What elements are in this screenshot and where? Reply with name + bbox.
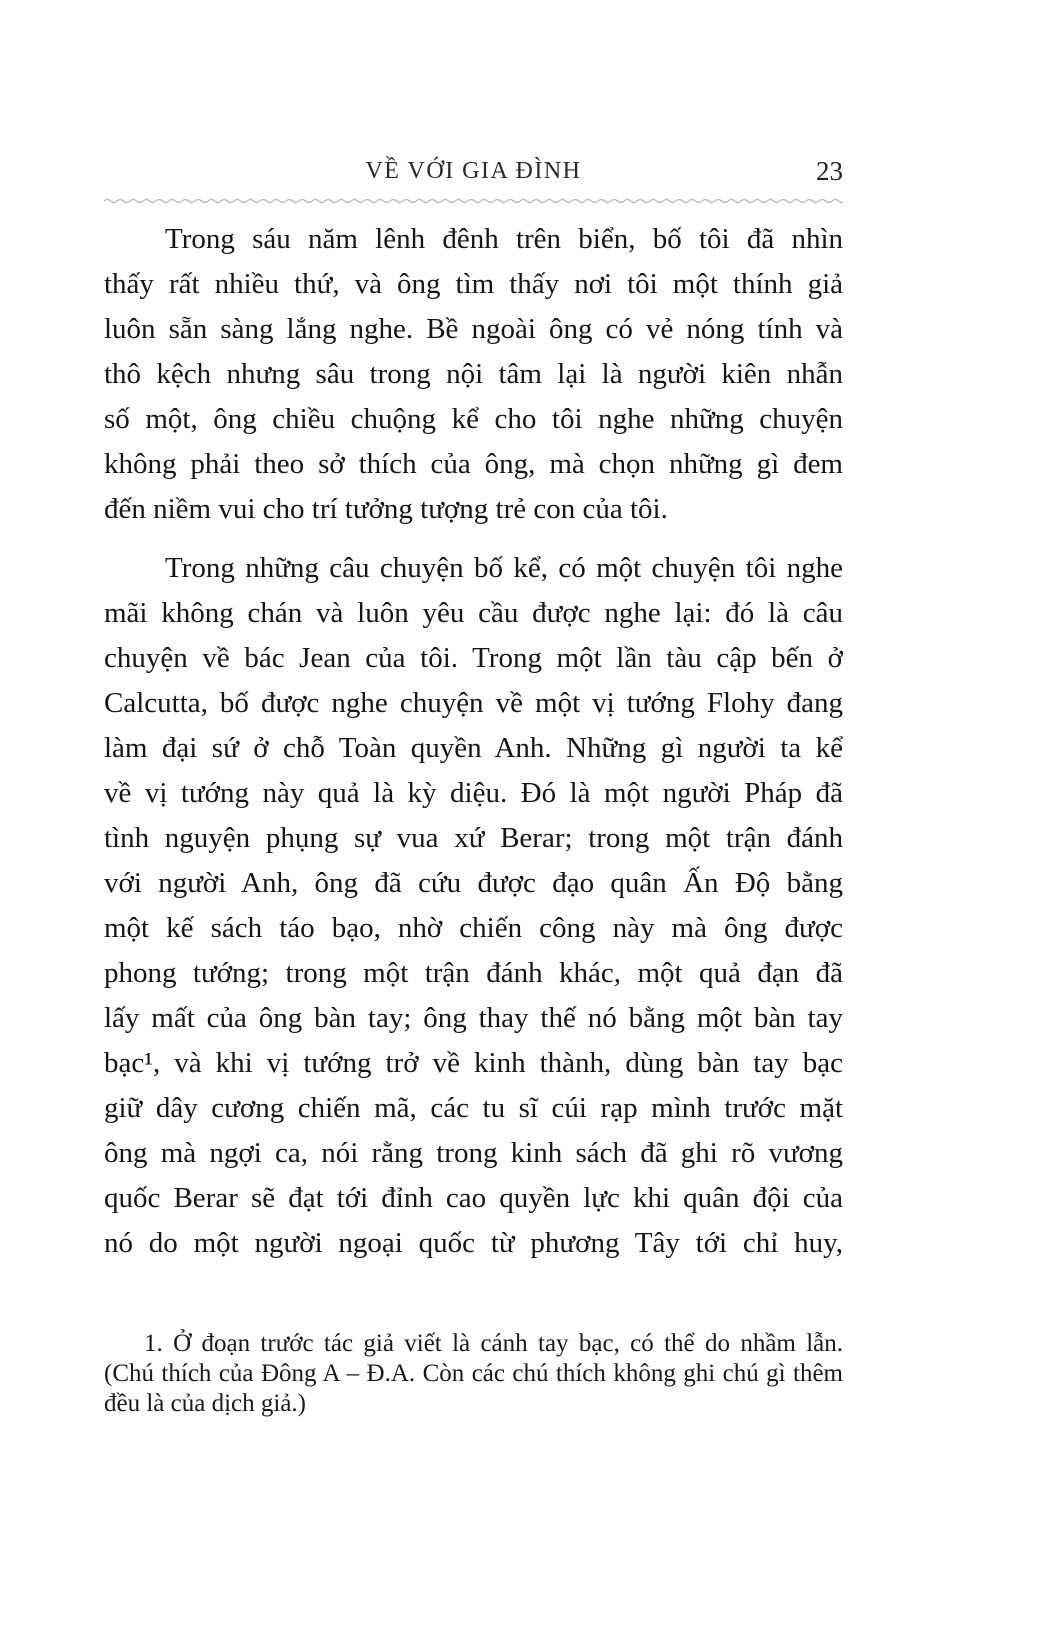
chapter-title: VỀ VỚI GIA ĐÌNH [365, 158, 582, 184]
text-line: làm đại sứ ở chỗ Toàn quyền Anh. Những gì người ta kể [104, 732, 843, 764]
text-line: mãi không chán và luôn yêu cầu được nghe lại: đó là câu [104, 597, 843, 629]
text-line: về vị tướng này quả là kỳ diệu. Đó là một người Pháp đã [104, 777, 843, 809]
text-line: thô kệch nhưng sâu trong nội tâm lại là người kiên nhẫn [104, 358, 843, 390]
text-line: không phải theo sở thích của ông, mà chọn những gì đem [104, 448, 843, 480]
wavy-divider [104, 197, 843, 205]
text-line: tình nguyện phụng sự vua xứ Berar; trong một trận đánh [104, 822, 843, 854]
text-line: Trong những câu chuyện bố kể, có một chuyện tôi nghe [165, 552, 843, 584]
running-header [104, 155, 843, 187]
text-line: Calcutta, bố được nghe chuyện về một vị tướng Flohy đang [104, 687, 843, 719]
paragraph-2 [104, 546, 843, 1266]
footnote-line: (Chú thích của Đông A – Đ.A. Còn các chú thích không ghi chú gì thêm [104, 1360, 843, 1387]
text-line: thấy rất nhiều thứ, và ông tìm thấy nơi tôi một thính giả [104, 268, 843, 300]
text-line: luôn sẵn sàng lắng nghe. Bề ngoài ông có vẻ nóng tính và [104, 313, 843, 345]
footnote [104, 1329, 843, 1419]
text-line: quốc Berar sẽ đạt tới đỉnh cao quyền lực khi quân đội của [104, 1182, 843, 1214]
text-line: lấy mất của ông bàn tay; ông thay thế nó bằng một bàn tay [104, 1002, 843, 1034]
text-line: Trong sáu năm lênh đênh trên biển, bố tôi đã nhìn [165, 223, 843, 255]
paragraph-1 [104, 217, 843, 532]
text-line: với người Anh, ông đã cứu được đạo quân Ấn Độ bằng [104, 867, 843, 899]
text-line: số một, ông chiều chuộng kể cho tôi nghe những chuyện [104, 403, 843, 435]
footnote-line: đều là của dịch giả.) [104, 1390, 306, 1417]
body-text [104, 217, 843, 1266]
text-line: nó do một người ngoại quốc từ phương Tây tới chỉ huy, [104, 1227, 843, 1259]
text-line: giữ dây cương chiến mã, các tu sĩ cúi rạp mình trước mặt [104, 1092, 843, 1124]
text-line: đến niềm vui cho trí tưởng tượng trẻ con của tôi. [104, 493, 668, 525]
text-line: ông mà ngợi ca, nói rằng trong kinh sách đã ghi rõ vương [104, 1137, 843, 1169]
text-line: phong tướng; trong một trận đánh khác, một quả đạn đã [104, 957, 843, 989]
footnote-line: 1. Ở đoạn trước tác giả viết là cánh tay bạc, có thể do nhầm lẫn. [144, 1330, 843, 1357]
page-number: 23 [816, 156, 843, 186]
text-line: chuyện về bác Jean của tôi. Trong một lần tàu cập bến ở [104, 642, 843, 674]
text-line: một kế sách táo bạo, nhờ chiến công này mà ông được [104, 912, 843, 944]
text-line: bạc¹, và khi vị tướng trở về kinh thành, dùng bàn tay bạc [104, 1047, 843, 1079]
